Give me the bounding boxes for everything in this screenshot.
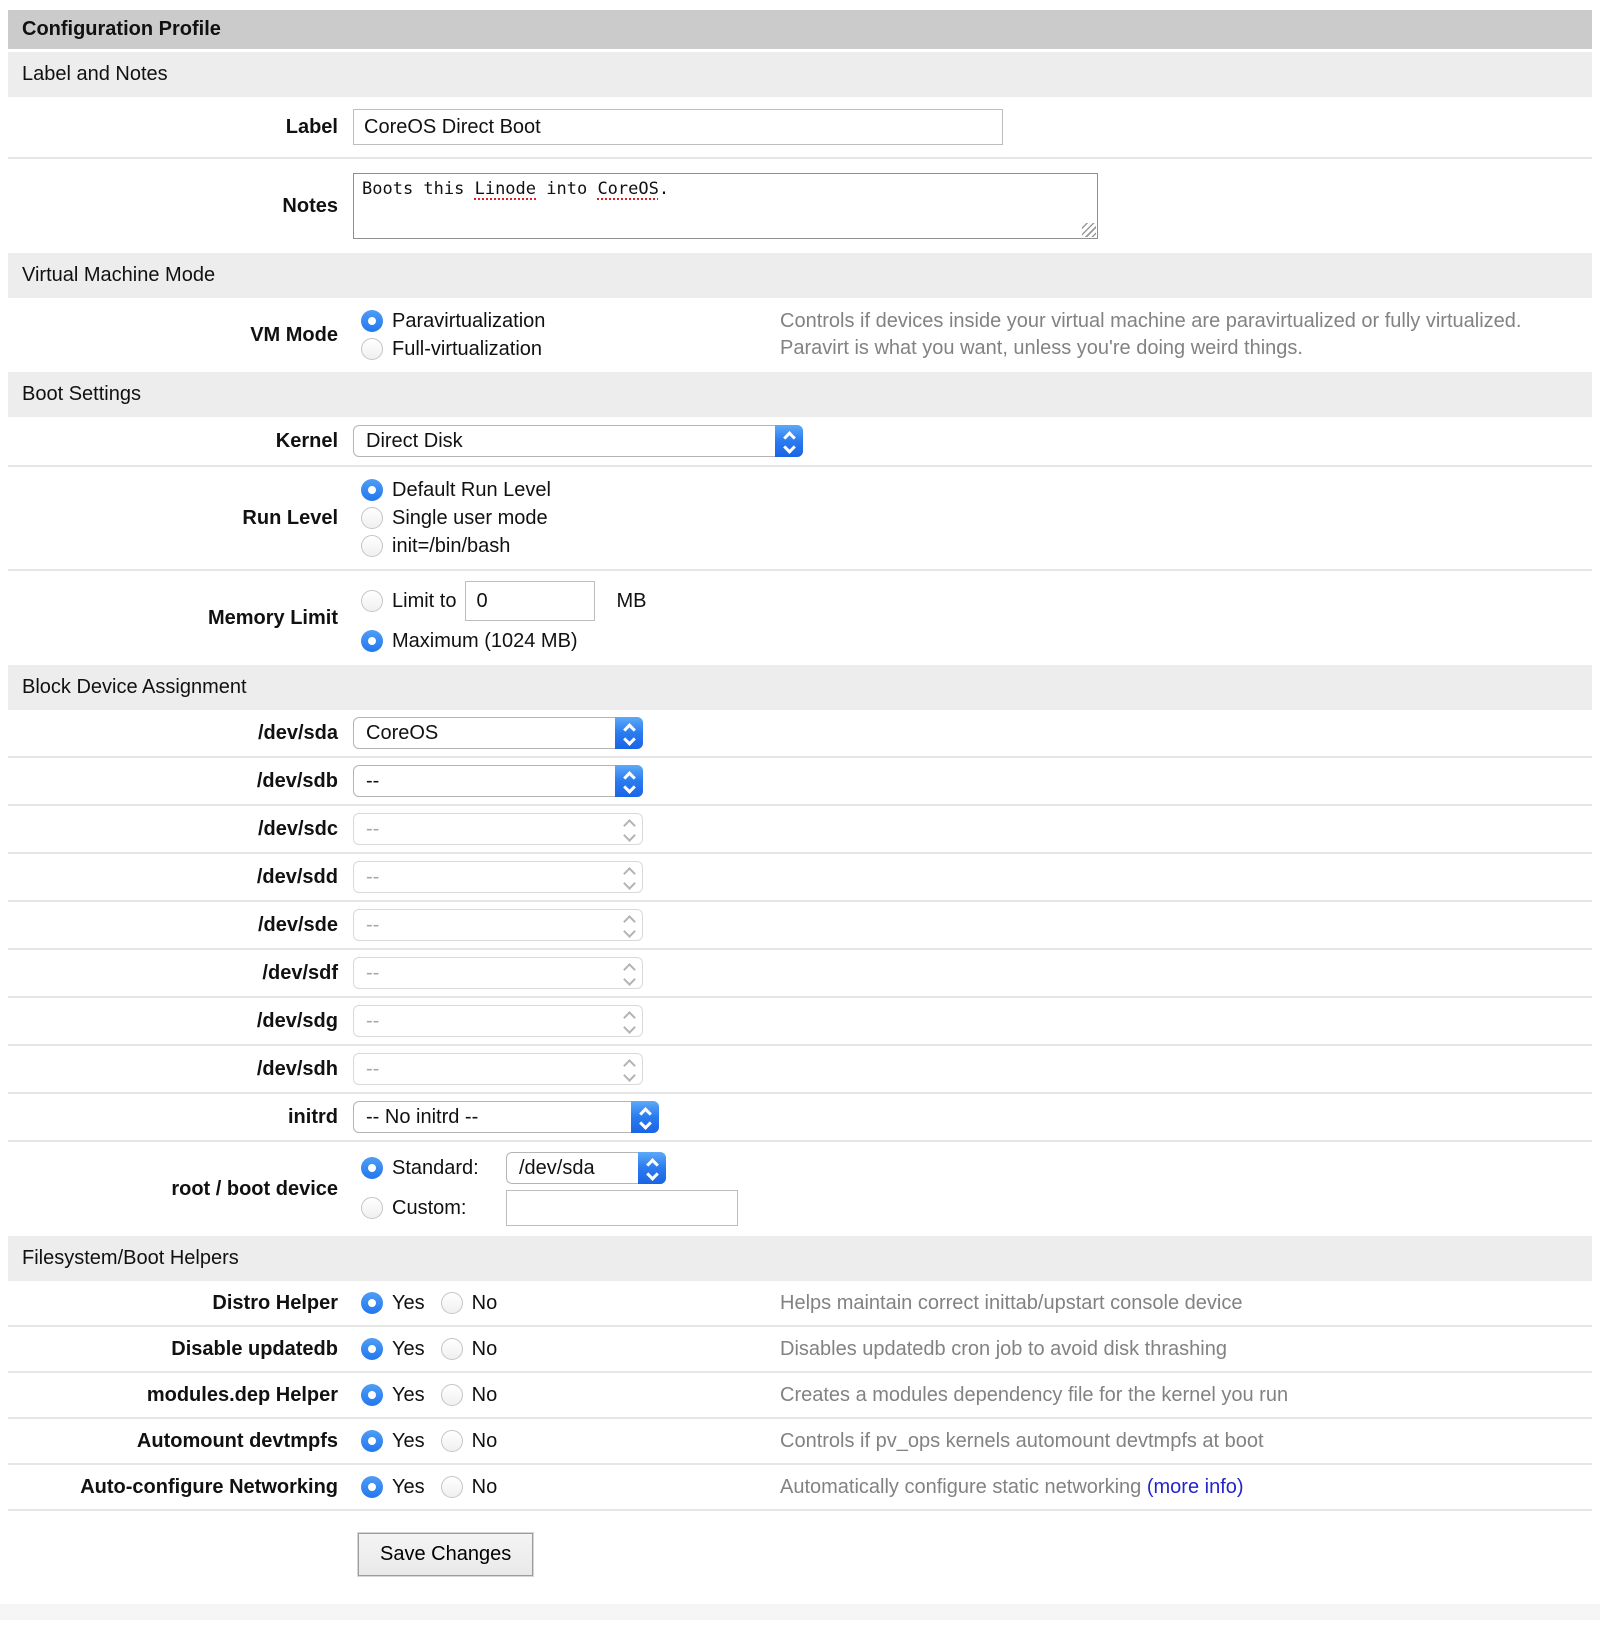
notes-text: . <box>658 179 670 199</box>
run-level-label: Run Level <box>242 506 338 529</box>
device-row-sde <box>8 902 1592 950</box>
root-device-radio-standard[interactable] <box>361 1157 383 1179</box>
select-stepper-icon <box>775 425 803 457</box>
device-label: /dev/sdh <box>256 1057 338 1080</box>
helper-help-text: Helps maintain correct inittab/upstart console device <box>780 1291 1243 1314</box>
disable-updatedb-radio-no[interactable] <box>441 1338 463 1360</box>
select-stepper-icon <box>631 1101 659 1133</box>
select-stepper-icon <box>615 957 643 989</box>
helper-label: Auto-configure Networking <box>80 1475 338 1498</box>
helper-label: Distro Helper <box>212 1291 338 1314</box>
root-boot-device-row <box>8 1142 1592 1236</box>
no-label: No <box>471 1384 498 1406</box>
label-input[interactable] <box>353 109 1003 145</box>
section-label-and-notes: Label and Notes <box>8 52 1592 97</box>
notes-field-label: Notes <box>282 194 338 217</box>
memory-limit-input[interactable] <box>465 581 595 621</box>
disable-updatedb-radio-yes[interactable] <box>361 1338 383 1360</box>
automount-devtmpfs-radio-yes[interactable] <box>361 1430 383 1452</box>
save-row <box>8 1511 1592 1576</box>
footer-strip <box>0 1604 1600 1620</box>
notes-text: into <box>536 179 598 199</box>
memory-limit-radio-limit-to[interactable] <box>361 590 383 612</box>
select-value: -- <box>366 769 380 792</box>
run-level-row <box>8 467 1592 571</box>
select-stepper-icon <box>615 909 643 941</box>
helper-row-auto-configure-networking <box>8 1465 1592 1511</box>
device-label: /dev/sdg <box>256 1009 338 1032</box>
notes-text-misspelled: CoreOS <box>597 179 659 199</box>
memory-limit-option-label: Maximum (1024 MB) <box>392 630 578 652</box>
helper-row-automount-devtmpfs <box>8 1419 1592 1465</box>
device-row-sdc <box>8 806 1592 854</box>
memory-limit-row <box>8 571 1592 665</box>
run-level-radio-default[interactable] <box>361 479 383 501</box>
helper-help-text: Automatically configure static networking (more info) <box>780 1475 1244 1498</box>
device-label: /dev/sdb <box>256 769 338 792</box>
run-level-radio-single-user[interactable] <box>361 507 383 529</box>
vm-mode-label: VM Mode <box>250 323 338 346</box>
device-label: /dev/sdd <box>256 865 338 888</box>
dev-sdd-select <box>353 861 643 893</box>
dev-sdh-select <box>353 1053 643 1085</box>
device-row-sdd <box>8 854 1592 902</box>
select-stepper-icon <box>615 1005 643 1037</box>
select-stepper-icon <box>615 765 643 797</box>
kernel-select[interactable] <box>353 425 803 457</box>
device-row-sdg <box>8 998 1592 1046</box>
dev-sdf-select <box>353 957 643 989</box>
automount-devtmpfs-radio-no[interactable] <box>441 1430 463 1452</box>
root-device-custom-label: Custom: <box>392 1197 467 1219</box>
helper-label: Disable updatedb <box>171 1337 338 1360</box>
device-row-sdb <box>8 758 1592 806</box>
dev-sdc-select <box>353 813 643 845</box>
label-row <box>8 97 1592 159</box>
section-boot-settings: Boot Settings <box>8 372 1592 417</box>
root-boot-device-label: root / boot device <box>171 1177 338 1200</box>
yes-label: Yes <box>392 1338 425 1360</box>
dev-sda-select[interactable] <box>353 717 643 749</box>
kernel-row <box>8 417 1592 467</box>
select-value: -- <box>366 961 380 984</box>
modules-dep-radio-yes[interactable] <box>361 1384 383 1406</box>
helper-row-modules-dep <box>8 1373 1592 1419</box>
kernel-select-value: Direct Disk <box>366 429 463 452</box>
helper-help-text: Creates a modules dependency file for the kernel you run <box>780 1383 1289 1406</box>
vm-mode-option-label: Paravirtualization <box>392 310 546 332</box>
select-value: -- <box>366 865 380 888</box>
select-value: -- No initrd -- <box>366 1105 479 1128</box>
device-label: /dev/sdc <box>257 817 338 840</box>
select-stepper-icon <box>615 717 643 749</box>
select-stepper-icon <box>638 1152 666 1184</box>
initrd-row <box>8 1094 1592 1142</box>
page-title: Configuration Profile <box>8 10 1592 49</box>
vm-mode-help-text: Controls if devices inside your virtual machine are paravirtualized or fully virtualized. Paravirt is what you want, unless you're doing weird things. <box>780 310 1522 359</box>
helper-help-text: Controls if pv_ops kernels automount devtmpfs at boot <box>780 1429 1264 1452</box>
no-label: No <box>471 1476 498 1498</box>
auto-configure-networking-radio-no[interactable] <box>441 1476 463 1498</box>
initrd-select[interactable] <box>353 1101 659 1133</box>
memory-limit-unit: MB <box>616 590 647 612</box>
yes-label: Yes <box>392 1476 425 1498</box>
helper-row-disable-updatedb <box>8 1327 1592 1373</box>
run-level-radio-init-bin-bash[interactable] <box>361 535 383 557</box>
root-device-custom-input[interactable] <box>506 1190 738 1226</box>
run-level-option-label: Single user mode <box>392 507 548 529</box>
dev-sde-select <box>353 909 643 941</box>
select-value: CoreOS <box>366 721 439 744</box>
configuration-profile-form <box>8 10 1592 1620</box>
distro-helper-radio-yes[interactable] <box>361 1292 383 1314</box>
dev-sdb-select[interactable] <box>353 765 643 797</box>
vm-mode-row <box>8 298 1592 372</box>
auto-configure-networking-radio-yes[interactable] <box>361 1476 383 1498</box>
initrd-label: initrd <box>288 1105 338 1128</box>
section-virtual-machine-mode: Virtual Machine Mode <box>8 253 1592 298</box>
root-device-radio-custom[interactable] <box>361 1197 383 1219</box>
select-stepper-icon <box>615 1053 643 1085</box>
select-value: -- <box>366 817 380 840</box>
yes-label: Yes <box>392 1384 425 1406</box>
memory-limit-label: Memory Limit <box>207 606 338 629</box>
root-device-standard-label: Standard: <box>392 1157 479 1179</box>
vm-mode-radio-full-virtualization[interactable] <box>361 338 383 360</box>
notes-row <box>8 159 1592 253</box>
device-row-sdf <box>8 950 1592 998</box>
device-label: /dev/sda <box>257 721 338 744</box>
save-changes-button[interactable]: Save Changes <box>358 1533 533 1576</box>
select-stepper-icon <box>615 861 643 893</box>
yes-label: Yes <box>392 1292 425 1314</box>
vm-mode-option-label: Full-virtualization <box>392 338 543 360</box>
no-label: No <box>471 1338 498 1360</box>
distro-helper-radio-no[interactable] <box>441 1292 463 1314</box>
select-value: -- <box>366 913 380 936</box>
device-row-sda <box>8 710 1592 758</box>
more-info-link[interactable]: (more info) <box>1146 1475 1244 1498</box>
helper-help-text: Disables updatedb cron job to avoid disk thrashing <box>780 1337 1227 1360</box>
memory-limit-radio-maximum[interactable] <box>361 630 383 652</box>
no-label: No <box>471 1292 498 1314</box>
device-row-sdh <box>8 1046 1592 1094</box>
select-stepper-icon <box>615 813 643 845</box>
device-label: /dev/sdf <box>262 961 338 984</box>
vm-mode-radio-paravirtualization[interactable] <box>361 310 383 332</box>
helper-label: modules.dep Helper <box>146 1383 338 1406</box>
modules-dep-radio-no[interactable] <box>441 1384 463 1406</box>
device-label: /dev/sde <box>257 913 338 936</box>
section-filesystem-boot-helpers: Filesystem/Boot Helpers <box>8 1236 1592 1281</box>
root-device-standard-select[interactable] <box>506 1152 666 1184</box>
yes-label: Yes <box>392 1430 425 1452</box>
textarea-resize-handle-icon[interactable] <box>1082 223 1096 237</box>
notes-text: Boots this <box>362 179 475 199</box>
notes-text-misspelled: Linode <box>474 179 537 199</box>
kernel-label: Kernel <box>275 429 338 452</box>
memory-limit-option-label: Limit to <box>392 590 457 612</box>
select-value: -- <box>366 1057 380 1080</box>
helper-label: Automount devtmpfs <box>136 1429 338 1452</box>
label-field-label: Label <box>285 115 338 138</box>
select-value: /dev/sda <box>519 1157 595 1179</box>
no-label: No <box>471 1430 498 1452</box>
helper-row-distro-helper <box>8 1281 1592 1327</box>
select-value: -- <box>366 1009 380 1032</box>
section-block-device-assignment: Block Device Assignment <box>8 665 1592 710</box>
run-level-option-label: init=/bin/bash <box>392 535 511 557</box>
dev-sdg-select <box>353 1005 643 1037</box>
notes-textarea[interactable] <box>353 173 1098 239</box>
run-level-option-label: Default Run Level <box>392 479 551 501</box>
